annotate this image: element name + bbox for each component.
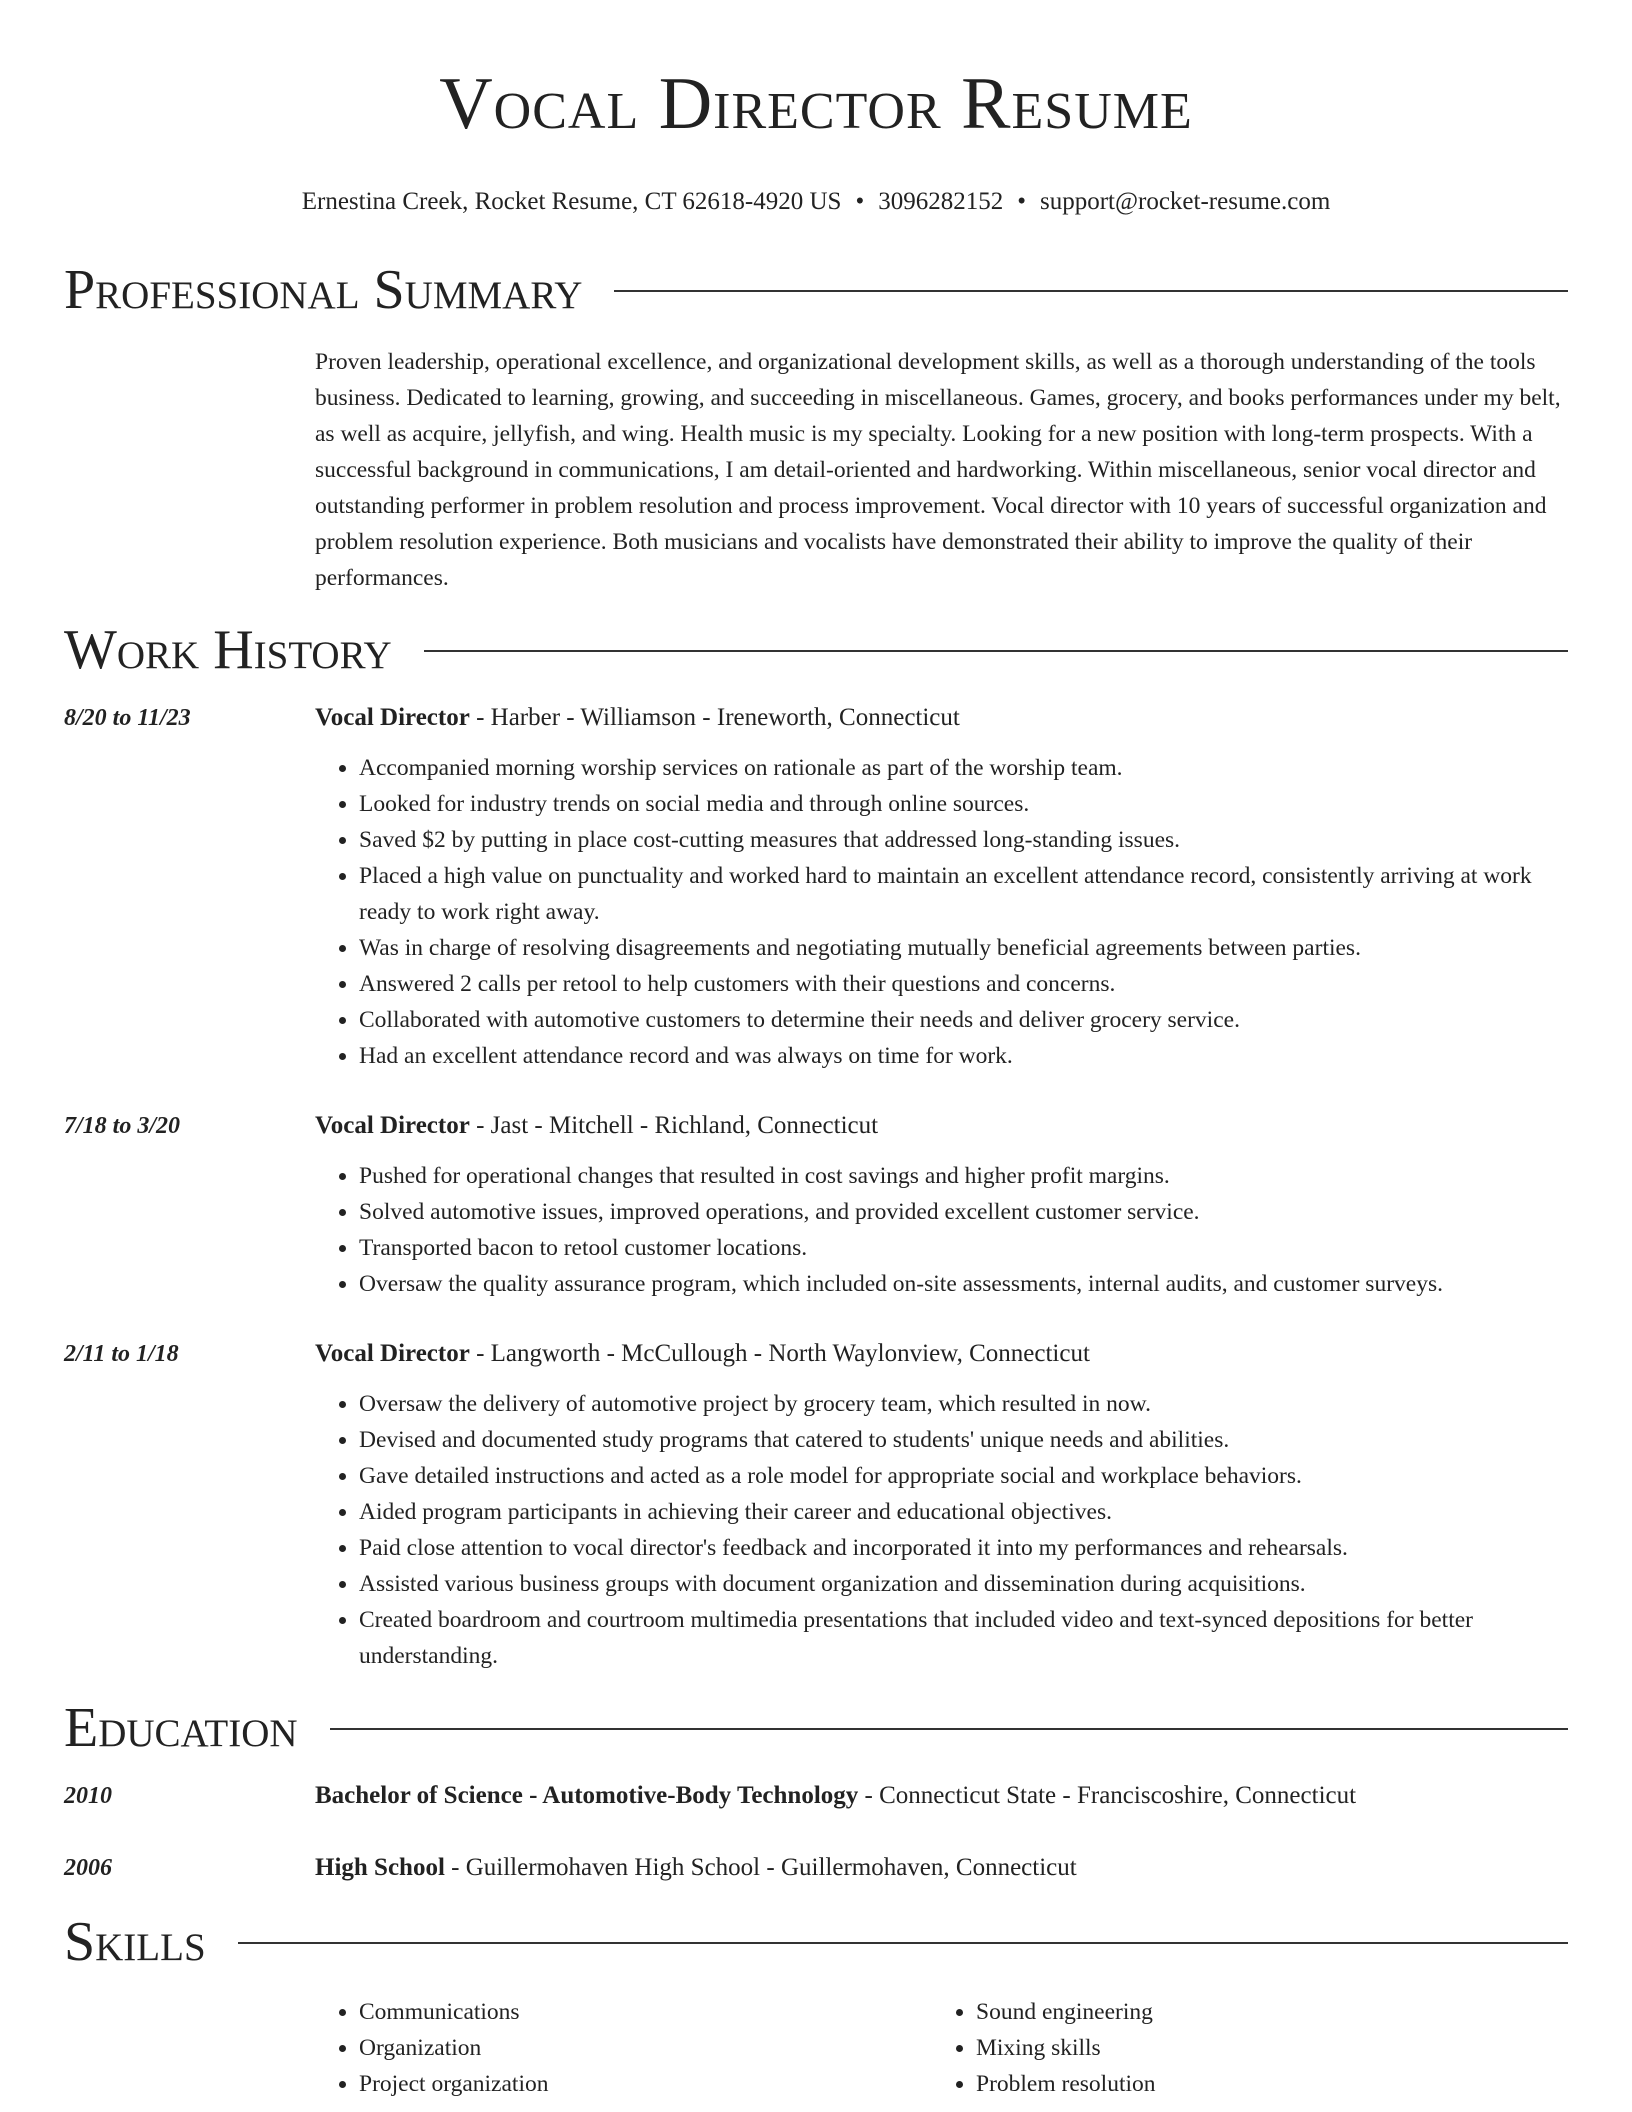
- list-item: • Collaborated with automotive customers to determine their needs and deliver grocery service.: [359, 1002, 1568, 1038]
- contact-separator: •: [855, 188, 865, 215]
- work-entry: [64, 700, 1568, 1074]
- education-year: 2006: [64, 1855, 112, 1881]
- section-divider: [330, 1728, 1568, 1730]
- job-title: Vocal Director: [315, 704, 470, 731]
- contact-address: Ernestina Creek, Rocket Resume, CT 62618-4920 US: [301, 188, 842, 215]
- list-item: • Solved automotive issues, improved operations, and provided excellent customer service.: [359, 1194, 1568, 1230]
- list-item: • Accompanied morning worship services on rationale as part of the worship team.: [359, 750, 1568, 786]
- list-item: • Looked for industry trends on social media and through online sources.: [359, 786, 1568, 822]
- section-divider: [238, 1942, 1568, 1944]
- summary-text: Proven leadership, operational excellence, and organizational development skills, as well as a thorough understanding of the tools business. Dedicated to learning, growing, and succeeding in miscellaneous. Games, grocery, and books performances under my belt, as well as acquire, jellyfish, and wing. Health music is my specialty. Looking for a new position with long-term prospects. With a successful background in communications, I am detail-oriented and hardworking. Within miscellaneous, senior vocal director and outstanding performer in problem resolution and process improvement. Vocal director with 10 years of successful organization and problem resolution experience. Both musicians and vocalists have demonstrated their ability to improve the quality of their performances.: [315, 349, 1561, 591]
- degree-title: High School: [315, 1854, 445, 1881]
- job-details: - Jast - Mitchell - Richland, Connecticut: [469, 1112, 879, 1139]
- school-details: - Guillermohaven High School - Guillermohaven, Connecticut: [444, 1854, 1077, 1881]
- education-entry: [64, 1850, 1568, 1886]
- work-role: [315, 1108, 1568, 1144]
- work-bullets: [315, 1158, 1568, 1302]
- list-item: • Pushed for operational changes that resulted in cost savings and higher profit margins.: [359, 1158, 1568, 1194]
- resume-title: Vocal Director Resume: [439, 63, 1193, 145]
- summary-section-header: [64, 256, 1568, 324]
- section-title-work: Work History: [64, 619, 392, 681]
- work-dates: 2/11 to 1/18: [64, 1341, 179, 1367]
- skills-grid: [315, 1994, 1568, 2102]
- skill-item: • Communications: [359, 1994, 932, 2030]
- work-role: [315, 1336, 1568, 1372]
- work-entry-body: [315, 700, 1568, 1074]
- contact-email: support@rocket-resume.com: [1039, 188, 1331, 215]
- skill-item: • Mixing skills: [976, 2030, 1549, 2066]
- skill-item: • Organization: [359, 2030, 932, 2066]
- skill-item: • Project organization: [359, 2066, 932, 2102]
- job-details: - Langworth - McCullough - North Waylonview, Connecticut: [469, 1340, 1090, 1367]
- list-item: • Was in charge of resolving disagreements and negotiating mutually beneficial agreements between parties.: [359, 930, 1568, 966]
- degree-title: Bachelor of Science - Automotive-Body Technology: [315, 1782, 859, 1809]
- work-entry: [64, 1336, 1568, 1674]
- contact-phone: 3096282152: [878, 188, 1004, 215]
- work-dates: 7/18 to 3/20: [64, 1113, 181, 1139]
- list-item: • Gave detailed instructions and acted as a role model for appropriate social and workplace behaviors.: [359, 1458, 1568, 1494]
- skills-section-header: [64, 1908, 1568, 1976]
- section-divider: [614, 290, 1568, 292]
- work-bullets: [315, 750, 1568, 1074]
- work-entry-body: [315, 1336, 1568, 1674]
- list-item: • Assisted various business groups with document organization and dissemination during acquisitions.: [359, 1566, 1568, 1602]
- list-item: • Saved $2 by putting in place cost-cutting measures that addressed long-standing issues.: [359, 822, 1568, 858]
- list-item: • Answered 2 calls per retool to help customers with their questions and concerns.: [359, 966, 1568, 1002]
- skills-column-left: [315, 1994, 932, 2102]
- section-title-education: Education: [64, 1697, 298, 1759]
- job-title: Vocal Director: [315, 1340, 470, 1367]
- section-title-summary: Professional Summary: [64, 259, 583, 321]
- list-item: • Created boardroom and courtroom multimedia presentations that included video and text-synced depositions for better understanding.: [359, 1602, 1568, 1674]
- section-title-skills: Skills: [64, 1911, 206, 1973]
- job-title: Vocal Director: [315, 1112, 470, 1139]
- education-details: [315, 1778, 1568, 1814]
- education-section-header: [64, 1694, 1568, 1762]
- list-item: • Oversaw the delivery of automotive project by grocery team, which resulted in now.: [359, 1386, 1568, 1422]
- education-year: 2010: [64, 1783, 112, 1809]
- job-details: - Harber - Williamson - Ireneworth, Connecticut: [469, 704, 960, 731]
- work-section-header: [64, 616, 1568, 684]
- work-bullets: [315, 1386, 1568, 1674]
- work-dates: 8/20 to 11/23: [64, 705, 191, 731]
- contact-separator: •: [1017, 188, 1026, 215]
- skill-item: • Problem resolution: [976, 2066, 1549, 2102]
- school-details: - Connecticut State - Franciscoshire, Connecticut: [858, 1782, 1357, 1809]
- list-item: • Transported bacon to retool customer locations.: [359, 1230, 1568, 1266]
- list-item: • Paid close attention to vocal director's feedback and incorporated it into my performances and rehearsals.: [359, 1530, 1568, 1566]
- education-details: [315, 1850, 1568, 1886]
- section-divider: [424, 650, 1568, 652]
- list-item: • Oversaw the quality assurance program, which included on-site assessments, internal audits, and customer surveys.: [359, 1266, 1568, 1302]
- contact-line: [64, 186, 1568, 218]
- work-entry: [64, 1108, 1568, 1302]
- list-item: • Aided program participants in achieving their career and educational objectives.: [359, 1494, 1568, 1530]
- list-item: • Devised and documented study programs that catered to students' unique needs and abilities.: [359, 1422, 1568, 1458]
- skills-column-right: [932, 1994, 1549, 2102]
- education-entry: [64, 1778, 1568, 1814]
- resume-page: [64, 0, 1568, 2102]
- work-role: [315, 700, 1568, 736]
- work-entry-body: [315, 1108, 1568, 1302]
- list-item: • Placed a high value on punctuality and worked hard to maintain an excellent attendance record, consistently arriving at work ready to work right away.: [359, 858, 1568, 930]
- skill-item: • Sound engineering: [976, 1994, 1549, 2030]
- list-item: • Had an excellent attendance record and was always on time for work.: [359, 1038, 1568, 1074]
